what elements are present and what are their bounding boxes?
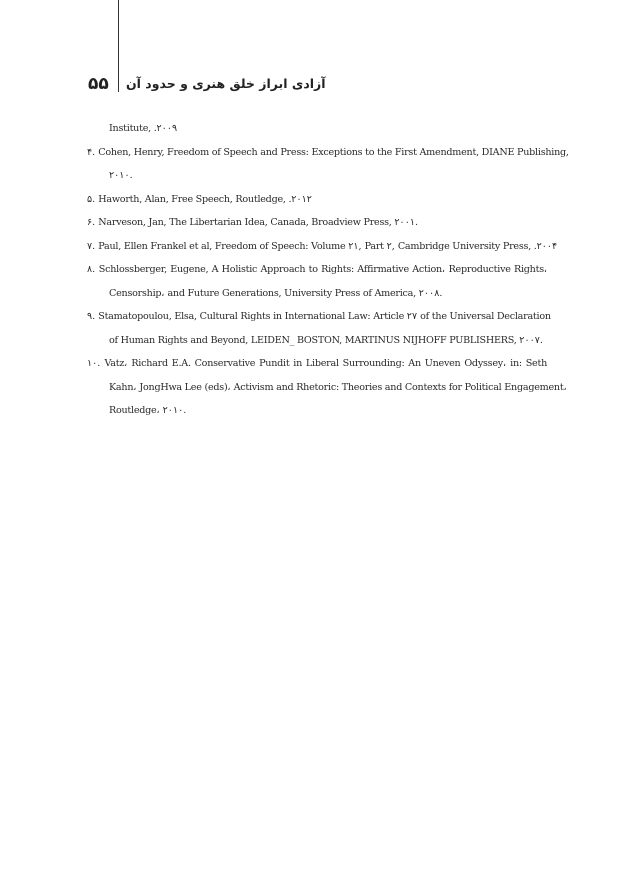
page-number: ۵۵: [88, 74, 109, 94]
header-vertical-rule: [118, 0, 119, 92]
reference-line: of Human Rights and Beyond, LEIDEN_ BOSTON, MARTINUS NIJHOFF PUBLISHERS, ۲۰۰۷.: [109, 334, 543, 346]
reference-entry: [87, 117, 547, 141]
reference-line: Kahn، JongHwa Lee (eds)، Activism and Rhetoric: Theories and Contexts for Political Engagement،: [109, 381, 567, 393]
reference-line: ۷. Paul, Ellen Frankel et al, Freedom of Speech: Volume ۲۱, Part ۲, Cambridge University Press, .۲۰۰۴: [87, 240, 558, 252]
reference-entry: [87, 235, 558, 259]
reference-line: ۱۰. Vatz، Richard E.A. Conservative Pundit in Liberal Surrounding: An Uneven Odyssey، in: Seth: [87, 358, 547, 369]
reference-entry: [87, 211, 547, 235]
reference-line: Censorship، and Future Generations, University Press of America, ۲۰۰۸.: [109, 287, 443, 299]
reference-list: [87, 117, 569, 423]
reference-line: ۹. Stamatopoulou, Elsa, Cultural Rights in International Law: Article ۲۷ of the Universal Declaration: [87, 311, 551, 322]
reference-line: ۸. Schlossberger, Eugene, A Holistic Approach to Rights: Affirmative Action، Reproductive Rights،: [87, 264, 547, 275]
reference-line: ۴. Cohen, Henry, Freedom of Speech and Press: Exceptions to the First Amendment, DIANE Publishing,: [87, 146, 569, 158]
reference-line: ۲۰۱۰.: [109, 170, 133, 181]
reference-line: ۵. Haworth, Alan, Free Speech, Routledge, .۲۰۱۲: [87, 193, 312, 205]
reference-line: ۶. Narveson, Jan, The Libertarian Idea, Canada, Broadview Press, ۲۰۰۱.: [87, 217, 419, 228]
running-title: آزادی ابراز خلق هنری و حدود آن: [126, 76, 326, 91]
reference-line: Institute, .۲۰۰۹: [109, 123, 178, 134]
reference-entry: [87, 305, 551, 352]
reference-entry: [87, 141, 569, 188]
reference-entry: [87, 188, 547, 212]
reference-entry: [87, 352, 567, 423]
reference-line: Routledge، ۲۰۱۰.: [109, 405, 187, 416]
reference-entry: [87, 258, 547, 305]
